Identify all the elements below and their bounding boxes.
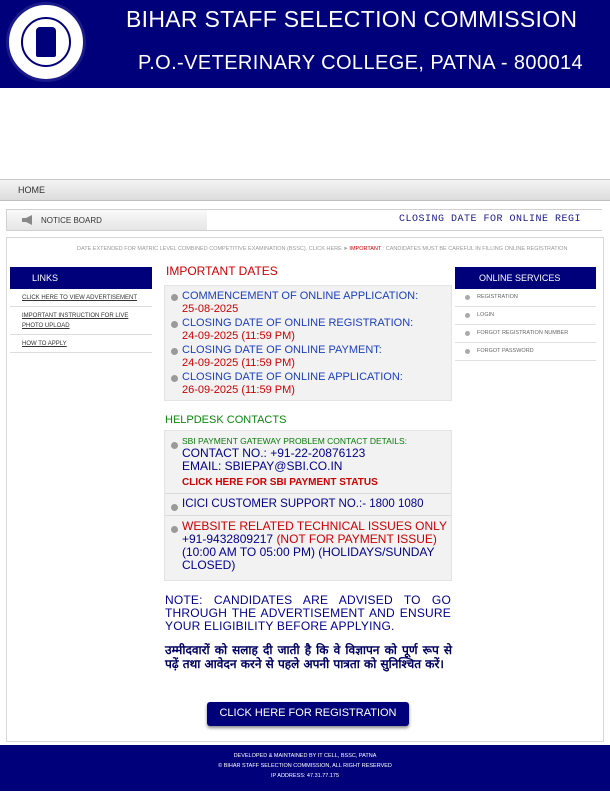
footer-ip-address: IP ADDRESS: 47.31.77.175 bbox=[270, 773, 340, 779]
footer-copyright: © BIHAR STAFF SELECTION COMMISSION, ALL RIGHT RESERVED bbox=[218, 763, 392, 769]
sbi-contact-number: CONTACT NO.: +91-22-20876123 bbox=[182, 446, 366, 460]
helpdesk-title: HELPDESK CONTACTS bbox=[165, 414, 287, 426]
date-row bbox=[165, 317, 451, 343]
date-row bbox=[165, 344, 451, 370]
date-label: CLOSING DATE OF ONLINE PAYMENT: bbox=[182, 344, 382, 356]
sbi-payment-status-link[interactable]: CLICK HERE FOR SBI PAYMENT STATUS bbox=[182, 477, 378, 488]
date-label: COMMENCEMENT OF ONLINE APPLICATION: bbox=[182, 290, 419, 302]
ticker-important: IMPORTANT bbox=[349, 246, 382, 252]
notice-marquee[interactable] bbox=[207, 210, 602, 230]
sbi-email: EMAIL: SBIEPAY@SBI.CO.IN bbox=[182, 459, 343, 473]
date-label: CLOSING DATE OF ONLINE APPLICATION: bbox=[182, 371, 403, 383]
icici-support-block bbox=[165, 498, 451, 516]
site-title: BIHAR STAFF SELECTION COMMISSION bbox=[126, 6, 578, 32]
tech-hours: (10:00 AM TO 05:00 PM) (HOLIDAYS/SUNDAY CLOSED) bbox=[182, 545, 435, 572]
site-address: P.O.-VETERINARY COLLEGE, PATNA - 800014 bbox=[138, 52, 584, 74]
tech-phone: +91-9432809217 bbox=[182, 532, 274, 546]
online-services-panel bbox=[455, 267, 596, 379]
emblem-icon bbox=[36, 27, 56, 57]
megaphone-icon bbox=[21, 215, 35, 225]
main-menu bbox=[0, 179, 610, 201]
date-value: 25-08-2025 bbox=[182, 303, 239, 315]
news-ticker[interactable] bbox=[77, 246, 567, 252]
helpdesk-list bbox=[164, 430, 452, 581]
link-photo-upload-instruction[interactable]: IMPORTANT INSTRUCTION FOR LIVE PHOTO UPLOAD bbox=[10, 307, 152, 335]
site-footer bbox=[0, 745, 610, 791]
ticker-part2: : CANDIDATES MUST BE CAREFUL IN FILLING ONLINE REGISTRATION bbox=[382, 246, 568, 252]
footer-developed-by: DEVELOPED & MAINTAINED BY IT CELL, BSSC, PATNA bbox=[233, 753, 377, 759]
eligibility-note: NOTE: CANDIDATES ARE ADVISED TO GO THROUGH THE ADVERTISEMENT AND ENSURE YOUR ELIGIBILITY BEFORE APPLYING. bbox=[165, 593, 451, 633]
date-value: 26-09-2025 (11:59 PM) bbox=[182, 384, 295, 396]
date-value: 24-09-2025 (11:59 PM) bbox=[182, 357, 295, 369]
tech-title: WEBSITE RELATED TECHNICAL ISSUES ONLY bbox=[182, 519, 447, 533]
service-login[interactable]: LOGIN bbox=[455, 307, 596, 325]
date-row bbox=[165, 371, 451, 397]
notice-board-bar bbox=[6, 209, 602, 231]
registration-button[interactable]: CLICK HERE FOR REGISTRATION bbox=[207, 702, 409, 726]
important-dates-list bbox=[164, 285, 452, 401]
service-forgot-password[interactable]: FORGOT PASSWORD bbox=[455, 343, 596, 361]
date-row bbox=[165, 290, 451, 316]
tech-support-block bbox=[165, 520, 451, 576]
link-view-advertisement[interactable]: CLICK HERE TO VIEW ADVERTISEMENT bbox=[10, 289, 152, 307]
notice-board-label: NOTICE BOARD bbox=[41, 216, 102, 225]
marquee-text[interactable]: CLOSING DATE FOR ONLINE REGI bbox=[399, 214, 582, 225]
important-dates-title: IMPORTANT DATES bbox=[166, 264, 278, 278]
site-header bbox=[0, 0, 610, 88]
date-value: 24-09-2025 (11:59 PM) bbox=[182, 330, 295, 342]
service-forgot-registration[interactable]: FORGOT REGISTRATION NUMBER bbox=[455, 325, 596, 343]
online-services-title: ONLINE SERVICES bbox=[455, 267, 596, 289]
link-how-to-apply[interactable]: HOW TO APPLY bbox=[10, 335, 152, 353]
menu-home[interactable]: HOME bbox=[18, 185, 45, 195]
date-label: CLOSING DATE OF ONLINE REGISTRATION: bbox=[182, 317, 414, 329]
service-registration[interactable]: REGISTRATION bbox=[455, 289, 596, 307]
sbi-title: SBI PAYMENT GATEWAY PROBLEM CONTACT DETAILS: bbox=[182, 436, 407, 446]
bssc-logo[interactable] bbox=[6, 2, 86, 82]
icici-support: ICICI CUSTOMER SUPPORT NO.:- 1800 1080 bbox=[182, 498, 424, 510]
links-panel bbox=[10, 267, 152, 379]
ticker-part1: DATE EXTENDED FOR MATRIC LEVEL COMBINED COMPETITIVE EXAMINATION (BSSC). CLICK HERE ➤ bbox=[77, 246, 348, 252]
tech-note: (NOT FOR PAYMENT ISSUE) bbox=[276, 532, 437, 546]
eligibility-note-hindi: उम्मीदवारों को सलाह दी जाती है कि वे विज्ञापन को पूर्ण रूप से पढ़ें तथा आवेदन करने से पहले अपनी पात्रता को सुनिश्चित करें। bbox=[165, 643, 452, 671]
links-title: LINKS bbox=[10, 267, 152, 289]
sbi-contact-block bbox=[165, 436, 451, 494]
